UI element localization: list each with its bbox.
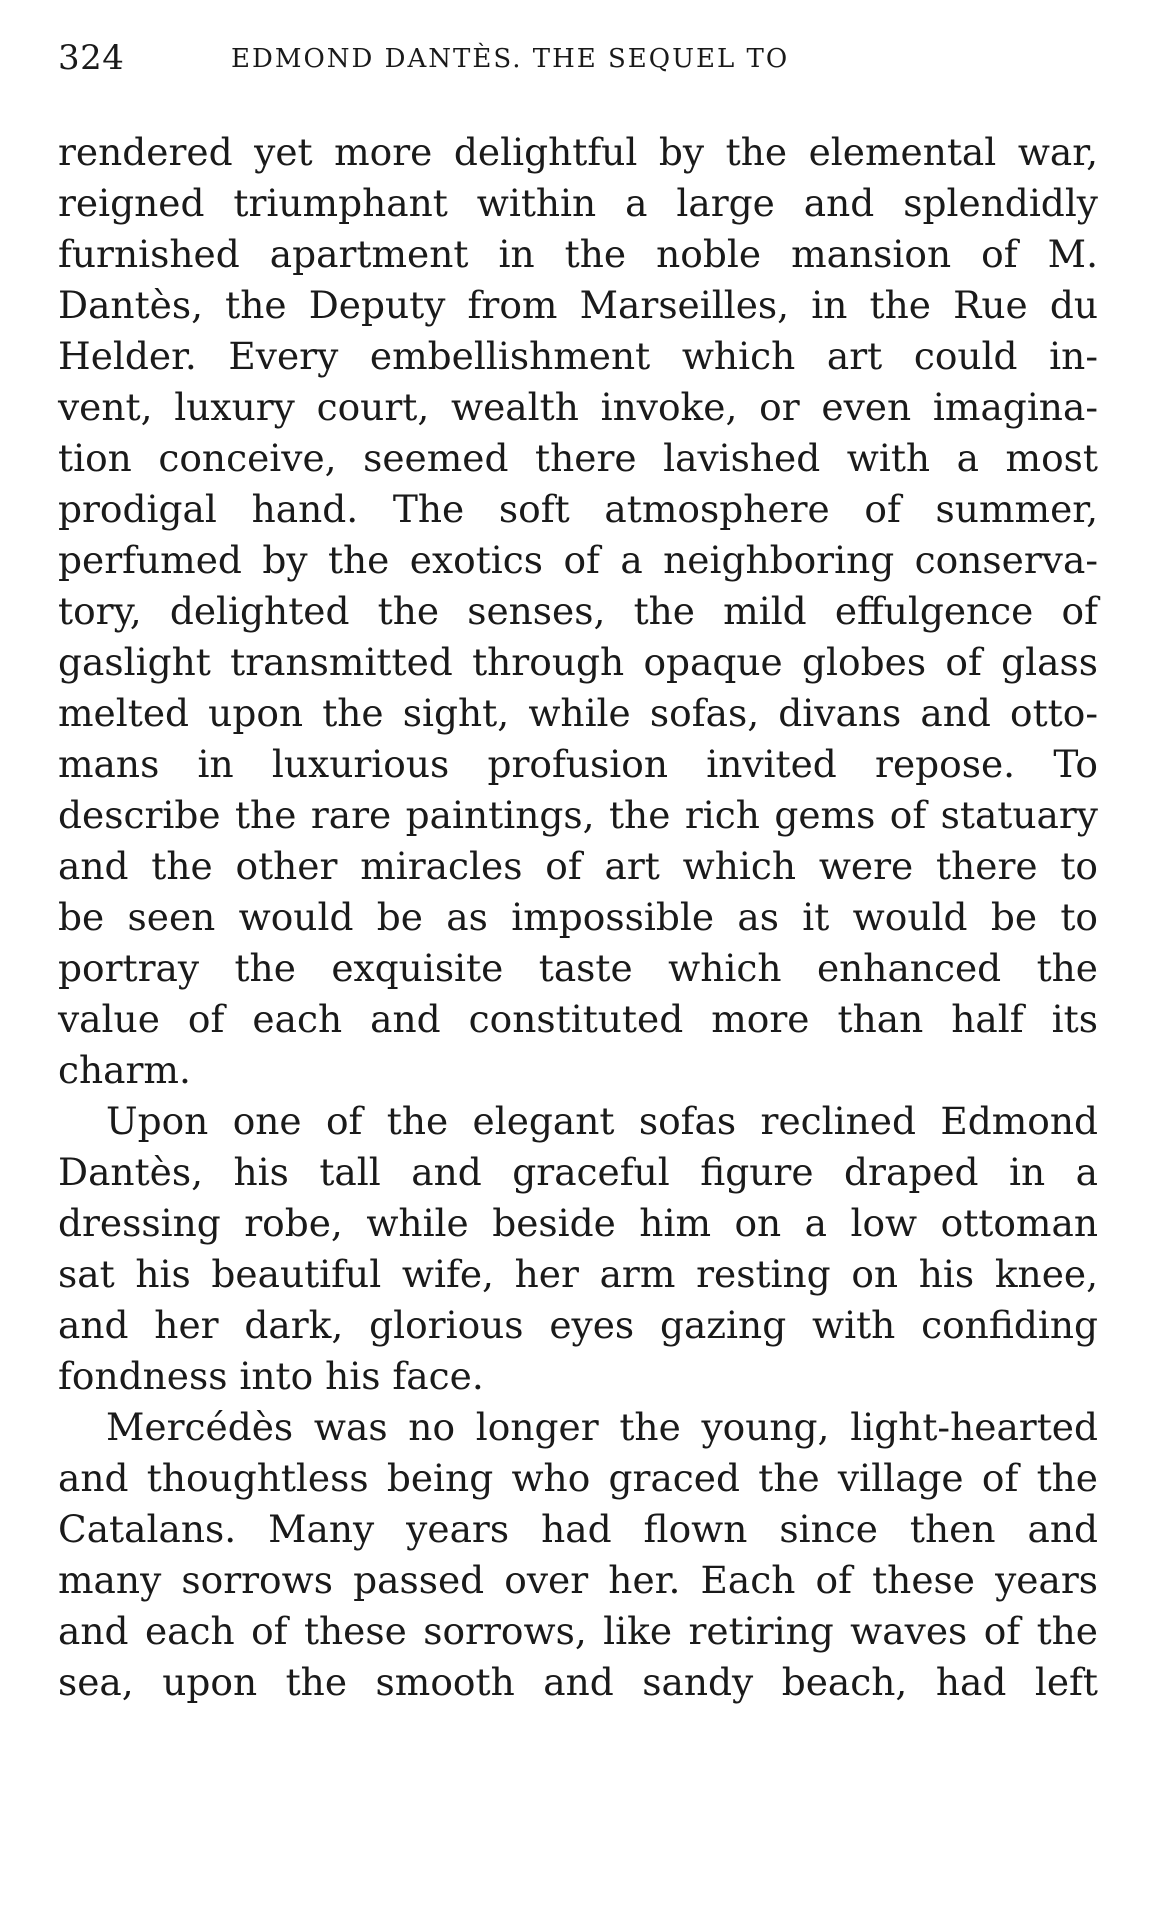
- running-title: EDMOND DANTÈS. THE SEQUEL TO: [231, 44, 790, 74]
- text-line: perfumed by the exotics of a neighboring conserva-: [58, 538, 1098, 582]
- text-line: gaslight transmitted through opaque globes of glass: [58, 640, 1098, 684]
- text-line: and her dark, glorious eyes gazing with confiding: [58, 1303, 1098, 1347]
- body-text: [58, 127, 1098, 1708]
- text-line: describe the rare paintings, the rich gems of statuary: [58, 793, 1098, 837]
- text-line: mans in luxurious profusion invited repose. To: [58, 742, 1098, 786]
- text-line: furnished apartment in the noble mansion of M.: [58, 232, 1098, 276]
- text-line: tory, delighted the senses, the mild effulgence of: [58, 589, 1098, 633]
- text-line: be seen would be as impossible as it would be to: [58, 895, 1098, 939]
- text-line: many sorrows passed over her. Each of these years: [58, 1558, 1098, 1602]
- text-line: Dantès, the Deputy from Marseilles, in the Rue du: [58, 283, 1098, 327]
- text-line: tion conceive, seemed there lavished with a most: [58, 436, 1098, 480]
- page-number: 324: [58, 38, 125, 78]
- text-line: and the other miracles of art which were there to: [58, 844, 1098, 888]
- text-line: vent, luxury court, wealth invoke, or even imagina-: [58, 385, 1098, 429]
- paragraph-end-line: fondness into his face.: [58, 1354, 484, 1398]
- text-line: portray the exquisite taste which enhanced the: [58, 946, 1098, 990]
- text-line: and thoughtless being who graced the village of the: [58, 1456, 1098, 1500]
- text-line: dressing robe, while beside him on a low ottoman: [58, 1201, 1098, 1245]
- paragraph-start-line: Upon one of the elegant sofas reclined Edmond: [106, 1099, 1098, 1143]
- text-line: sea, upon the smooth and sandy beach, had left: [58, 1660, 1098, 1704]
- text-line: reigned triumphant within a large and splendidly: [58, 181, 1098, 225]
- paragraph-start-line: Mercédès was no longer the young, light-hearted: [106, 1405, 1098, 1449]
- text-line: melted upon the sight, while sofas, divans and otto-: [58, 691, 1098, 735]
- running-head: [58, 38, 1098, 78]
- text-line: Dantès, his tall and graceful figure draped in a: [58, 1150, 1098, 1194]
- text-line: and each of these sorrows, like retiring waves of the: [58, 1609, 1098, 1653]
- text-line: sat his beautiful wife, her arm resting on his knee,: [58, 1252, 1098, 1296]
- text-line: prodigal hand. The soft atmosphere of summer,: [58, 487, 1098, 531]
- paragraph-end-line: charm.: [58, 1048, 191, 1092]
- text-line: Helder. Every embellishment which art could in-: [58, 334, 1098, 378]
- text-line: value of each and constituted more than half its: [58, 997, 1098, 1041]
- text-line: Catalans. Many years had flown since then and: [58, 1507, 1098, 1551]
- text-line: rendered yet more delightful by the elemental war,: [58, 130, 1098, 174]
